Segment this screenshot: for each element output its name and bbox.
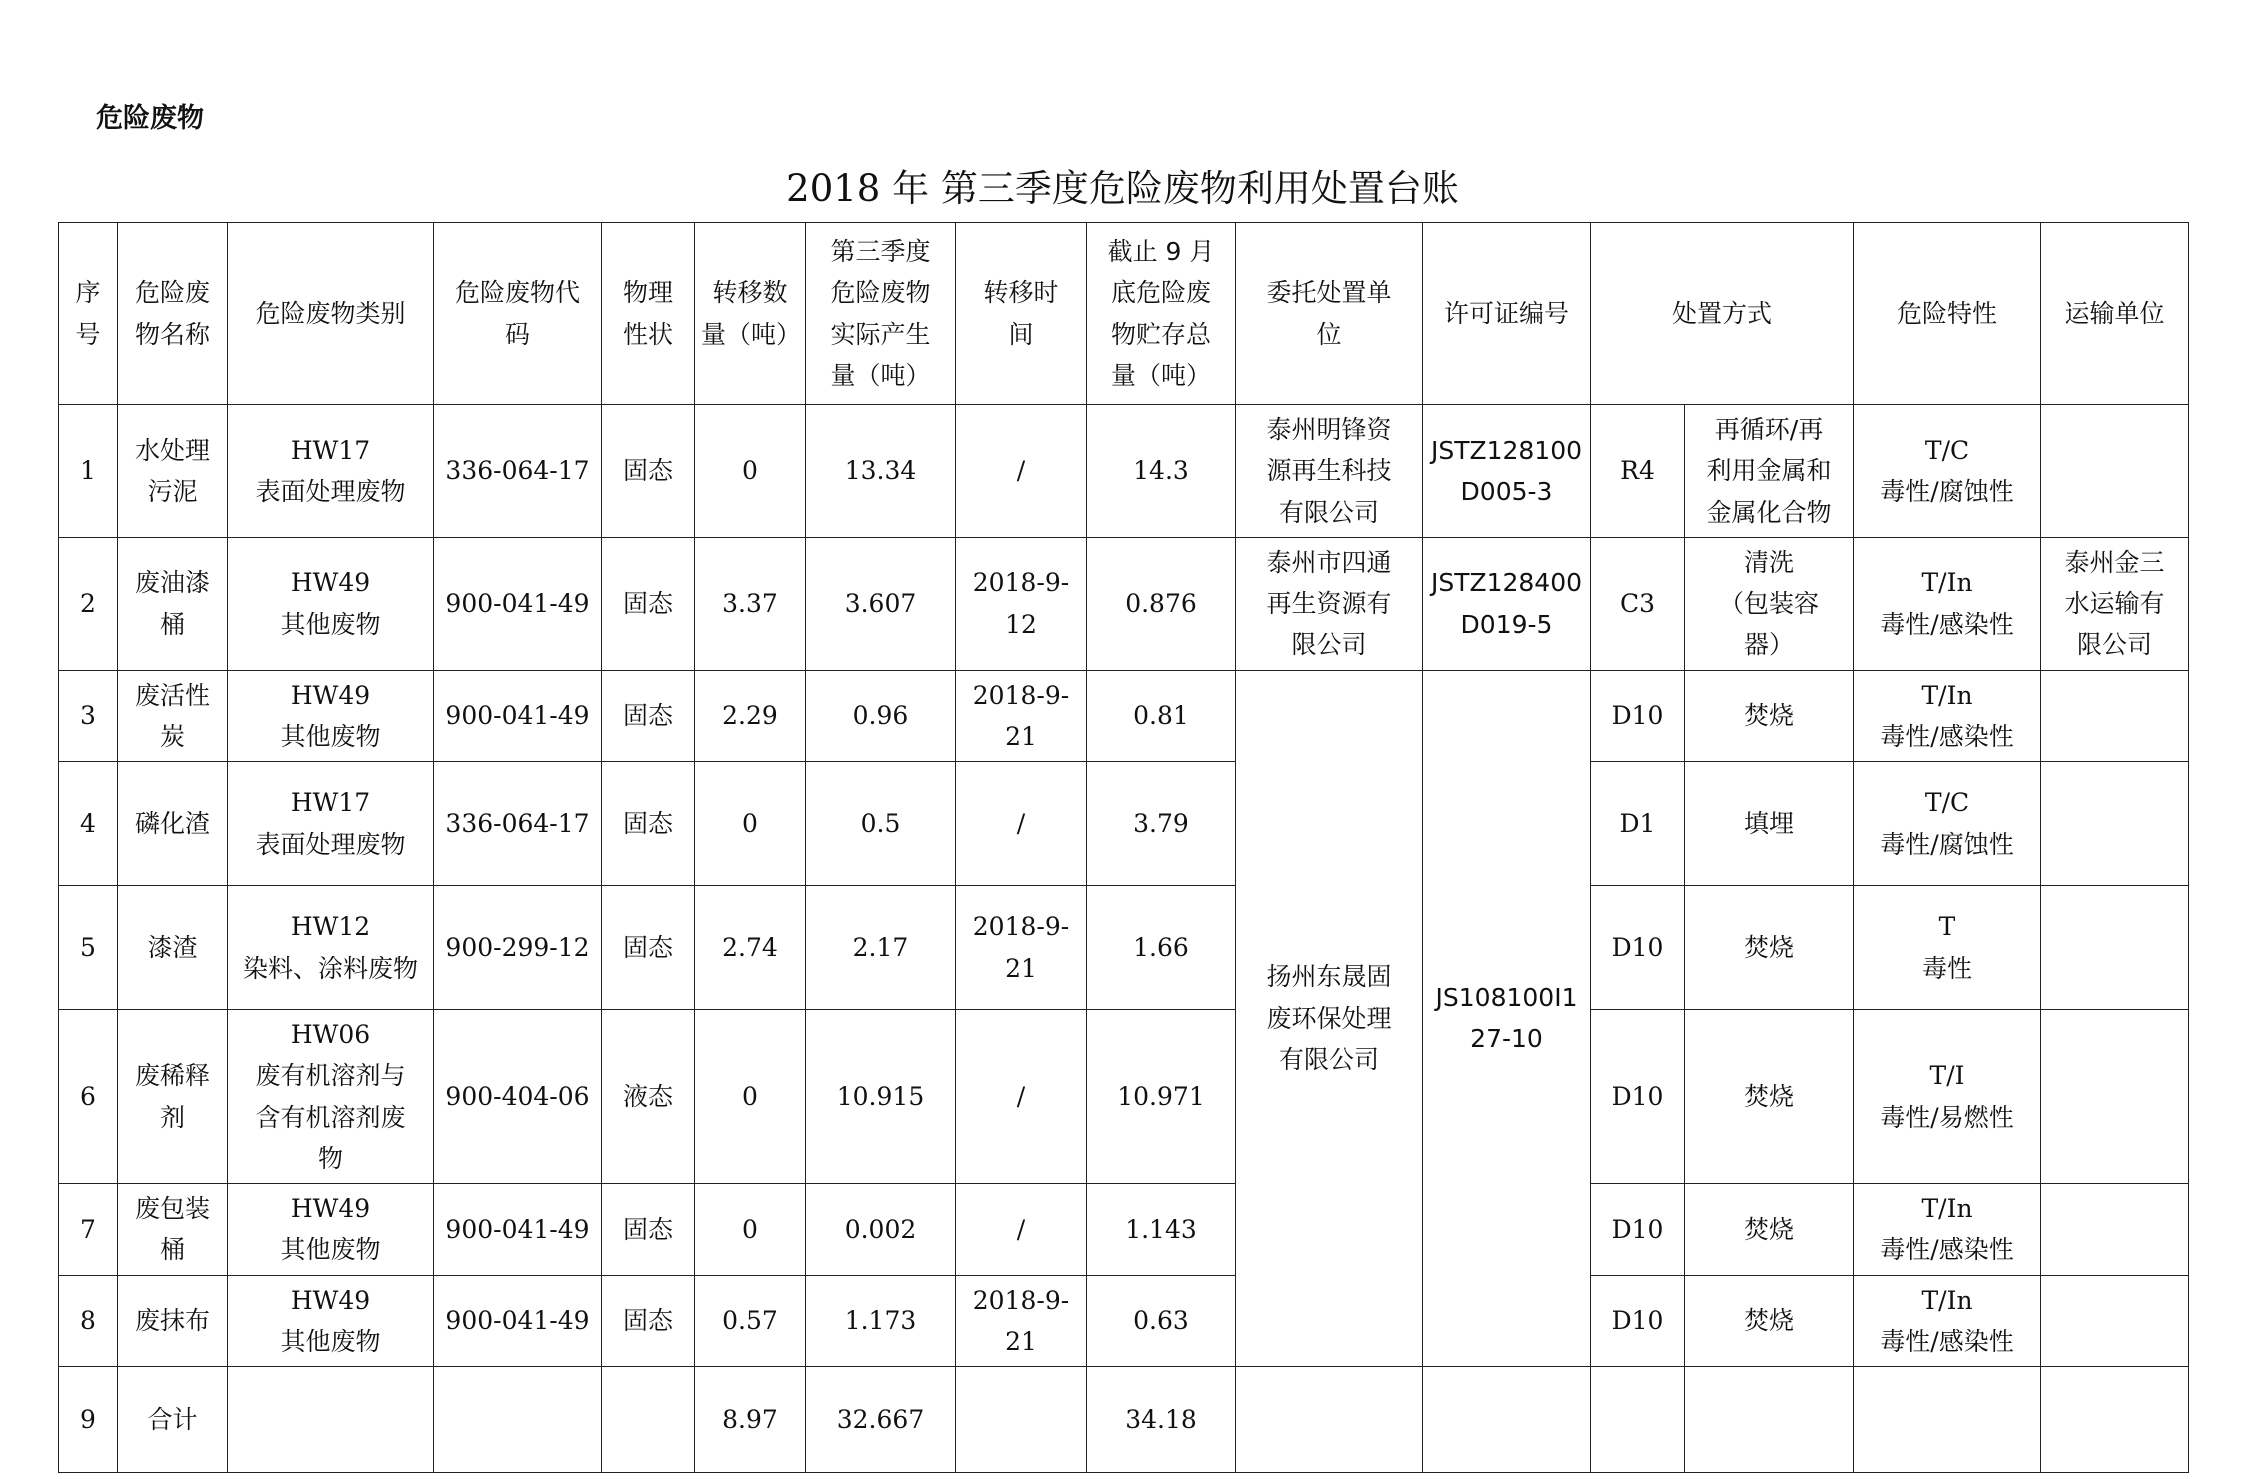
cell-empty	[1236, 1367, 1423, 1473]
cell-stock: 1.66	[1087, 886, 1236, 1010]
cell-license-merged: JS108100I1 27-10	[1423, 670, 1591, 1367]
cell-transfer: 2.74	[695, 886, 806, 1010]
cell-produced: 13.34	[806, 405, 956, 538]
cell-produced: 1.173	[806, 1275, 956, 1367]
cell-method-code: D10	[1591, 1184, 1685, 1276]
cell-transfer: 0.57	[695, 1275, 806, 1367]
col-header-time: 转移时 间	[956, 223, 1087, 405]
total-transfer: 8.97	[695, 1367, 806, 1473]
cell-method-code: D1	[1591, 762, 1685, 886]
cell-time: /	[956, 1184, 1087, 1276]
cell-name: 废抹布	[118, 1275, 228, 1367]
cell-stock: 1.143	[1087, 1184, 1236, 1276]
cell-entrust-merged: 扬州东晟固 废环保处理 有限公司	[1236, 670, 1423, 1367]
cell-code: 900-041-49	[434, 670, 602, 762]
cell-method: 焚烧	[1685, 670, 1854, 762]
cell-category: HW49 其他废物	[228, 537, 434, 670]
cell-seq: 1	[59, 405, 118, 538]
cell-category: HW17 表面处理废物	[228, 405, 434, 538]
cell-stock: 0.63	[1087, 1275, 1236, 1367]
cell-category: HW06 废有机溶剂与 含有机溶剂废 物	[228, 1010, 434, 1184]
total-produced: 32.667	[806, 1367, 956, 1473]
cell-stock: 0.876	[1087, 537, 1236, 670]
cell-seq: 9	[59, 1367, 118, 1473]
cell-empty	[1854, 1367, 2041, 1473]
cell-transport	[2041, 886, 2189, 1010]
cell-name: 水处理 污泥	[118, 405, 228, 538]
cell-hazard: T/I 毒性/易燃性	[1854, 1010, 2041, 1184]
cell-transport	[2041, 1275, 2189, 1367]
cell-transport	[2041, 1010, 2189, 1184]
table-row	[59, 1184, 2189, 1276]
cell-transfer: 0	[695, 762, 806, 886]
cell-transport	[2041, 1184, 2189, 1276]
table-header-row	[59, 223, 2189, 405]
cell-entrust: 泰州市四通 再生资源有 限公司	[1236, 537, 1423, 670]
table-row	[59, 886, 2189, 1010]
cell-name: 废稀释 剂	[118, 1010, 228, 1184]
col-header-code: 危险废物代 码	[434, 223, 602, 405]
cell-method-code: C3	[1591, 537, 1685, 670]
cell-hazard: T/In 毒性/感染性	[1854, 1275, 2041, 1367]
cell-hazard: T/C 毒性/腐蚀性	[1854, 762, 2041, 886]
cell-produced: 10.915	[806, 1010, 956, 1184]
cell-time: 2018-9- 21	[956, 886, 1087, 1010]
col-header-category: 危险废物类别	[228, 223, 434, 405]
cell-transfer: 0	[695, 405, 806, 538]
table-row	[59, 1275, 2189, 1367]
cell-method-code: R4	[1591, 405, 1685, 538]
cell-empty	[602, 1367, 695, 1473]
waste-ledger-table	[58, 222, 2189, 1473]
cell-transport	[2041, 405, 2189, 538]
table-row	[59, 670, 2189, 762]
cell-method: 焚烧	[1685, 1184, 1854, 1276]
cell-method-code: D10	[1591, 670, 1685, 762]
cell-seq: 8	[59, 1275, 118, 1367]
cell-method: 再循环/再 利用金属和 金属化合物	[1685, 405, 1854, 538]
cell-stock: 10.971	[1087, 1010, 1236, 1184]
cell-seq: 4	[59, 762, 118, 886]
cell-empty	[434, 1367, 602, 1473]
cell-produced: 0.5	[806, 762, 956, 886]
cell-name: 废包装 桶	[118, 1184, 228, 1276]
cell-produced: 0.002	[806, 1184, 956, 1276]
cell-produced: 0.96	[806, 670, 956, 762]
cell-license: JSTZ128100 D005-3	[1423, 405, 1591, 538]
cell-state: 固态	[602, 762, 695, 886]
cell-state: 液态	[602, 1010, 695, 1184]
cell-code: 336-064-17	[434, 762, 602, 886]
cell-method: 清洗 （包装容 器）	[1685, 537, 1854, 670]
table-total-row	[59, 1367, 2189, 1473]
cell-time: /	[956, 1010, 1087, 1184]
col-header-stock: 截止 9 月 底危险废 物贮存总 量（吨）	[1087, 223, 1236, 405]
cell-produced: 2.17	[806, 886, 956, 1010]
cell-name: 磷化渣	[118, 762, 228, 886]
cell-state: 固态	[602, 405, 695, 538]
cell-seq: 6	[59, 1010, 118, 1184]
col-header-seq: 序 号	[59, 223, 118, 405]
cell-transfer: 2.29	[695, 670, 806, 762]
col-header-hazard: 危险特性	[1854, 223, 2041, 405]
col-header-transport: 运输单位	[2041, 223, 2189, 405]
cell-empty	[2041, 1367, 2189, 1473]
cell-category: HW49 其他废物	[228, 1184, 434, 1276]
cell-hazard: T/In 毒性/感染性	[1854, 537, 2041, 670]
cell-category: HW12 染料、涂料废物	[228, 886, 434, 1010]
cell-code: 900-041-49	[434, 1184, 602, 1276]
cell-transport	[2041, 762, 2189, 886]
table-row	[59, 762, 2189, 886]
cell-category: HW49 其他废物	[228, 670, 434, 762]
cell-code: 336-064-17	[434, 405, 602, 538]
cell-transport: 泰州金三 水运输有 限公司	[2041, 537, 2189, 670]
cell-method-code: D10	[1591, 886, 1685, 1010]
cell-method-code: D10	[1591, 1275, 1685, 1367]
col-header-state: 物理 性状	[602, 223, 695, 405]
cell-produced: 3.607	[806, 537, 956, 670]
cell-state: 固态	[602, 1184, 695, 1276]
cell-seq: 5	[59, 886, 118, 1010]
cell-stock: 0.81	[1087, 670, 1236, 762]
cell-seq: 2	[59, 537, 118, 670]
col-header-transfer: 转移数 量（吨）	[695, 223, 806, 405]
cell-empty	[956, 1367, 1087, 1473]
cell-state: 固态	[602, 670, 695, 762]
document-title: 2018 年 第三季度危险废物利用处置台账	[786, 167, 1459, 210]
cell-transfer: 3.37	[695, 537, 806, 670]
cell-transport	[2041, 670, 2189, 762]
col-header-entrust: 委托处置单 位	[1236, 223, 1423, 405]
cell-code: 900-299-12	[434, 886, 602, 1010]
cell-code: 900-404-06	[434, 1010, 602, 1184]
table-row	[59, 537, 2189, 670]
table-row	[59, 1010, 2189, 1184]
total-stock: 34.18	[1087, 1367, 1236, 1473]
cell-entrust: 泰州明锋资 源再生科技 有限公司	[1236, 405, 1423, 538]
cell-method: 填埋	[1685, 762, 1854, 886]
cell-state: 固态	[602, 537, 695, 670]
cell-hazard: T/In 毒性/感染性	[1854, 670, 2041, 762]
total-label: 合计	[118, 1367, 228, 1473]
cell-name: 漆渣	[118, 886, 228, 1010]
cell-category: HW49 其他废物	[228, 1275, 434, 1367]
section-label: 危险废物	[96, 103, 204, 134]
cell-method: 焚烧	[1685, 1275, 1854, 1367]
cell-empty	[1423, 1367, 1591, 1473]
cell-time: 2018-9- 12	[956, 537, 1087, 670]
cell-code: 900-041-49	[434, 1275, 602, 1367]
cell-name: 废油漆 桶	[118, 537, 228, 670]
col-header-license: 许可证编号	[1423, 223, 1591, 405]
cell-empty	[1685, 1367, 1854, 1473]
cell-method: 焚烧	[1685, 886, 1854, 1010]
cell-category: HW17 表面处理废物	[228, 762, 434, 886]
col-header-name: 危险废 物名称	[118, 223, 228, 405]
cell-method: 焚烧	[1685, 1010, 1854, 1184]
cell-code: 900-041-49	[434, 537, 602, 670]
cell-license: JSTZ128400 D019-5	[1423, 537, 1591, 670]
cell-transfer: 0	[695, 1010, 806, 1184]
cell-time: /	[956, 762, 1087, 886]
cell-method-code: D10	[1591, 1010, 1685, 1184]
col-header-method: 处置方式	[1591, 223, 1854, 405]
cell-time: /	[956, 405, 1087, 538]
cell-transfer: 0	[695, 1184, 806, 1276]
cell-name: 废活性 炭	[118, 670, 228, 762]
cell-hazard: T/In 毒性/感染性	[1854, 1184, 2041, 1276]
cell-hazard: T 毒性	[1854, 886, 2041, 1010]
cell-stock: 3.79	[1087, 762, 1236, 886]
cell-seq: 3	[59, 670, 118, 762]
cell-hazard: T/C 毒性/腐蚀性	[1854, 405, 2041, 538]
cell-state: 固态	[602, 1275, 695, 1367]
cell-time: 2018-9- 21	[956, 1275, 1087, 1367]
cell-empty	[1591, 1367, 1685, 1473]
cell-seq: 7	[59, 1184, 118, 1276]
col-header-produced: 第三季度 危险废物 实际产生 量（吨）	[806, 223, 956, 405]
table-row	[59, 405, 2189, 538]
cell-time: 2018-9- 21	[956, 670, 1087, 762]
cell-stock: 14.3	[1087, 405, 1236, 538]
cell-state: 固态	[602, 886, 695, 1010]
cell-empty	[228, 1367, 434, 1473]
